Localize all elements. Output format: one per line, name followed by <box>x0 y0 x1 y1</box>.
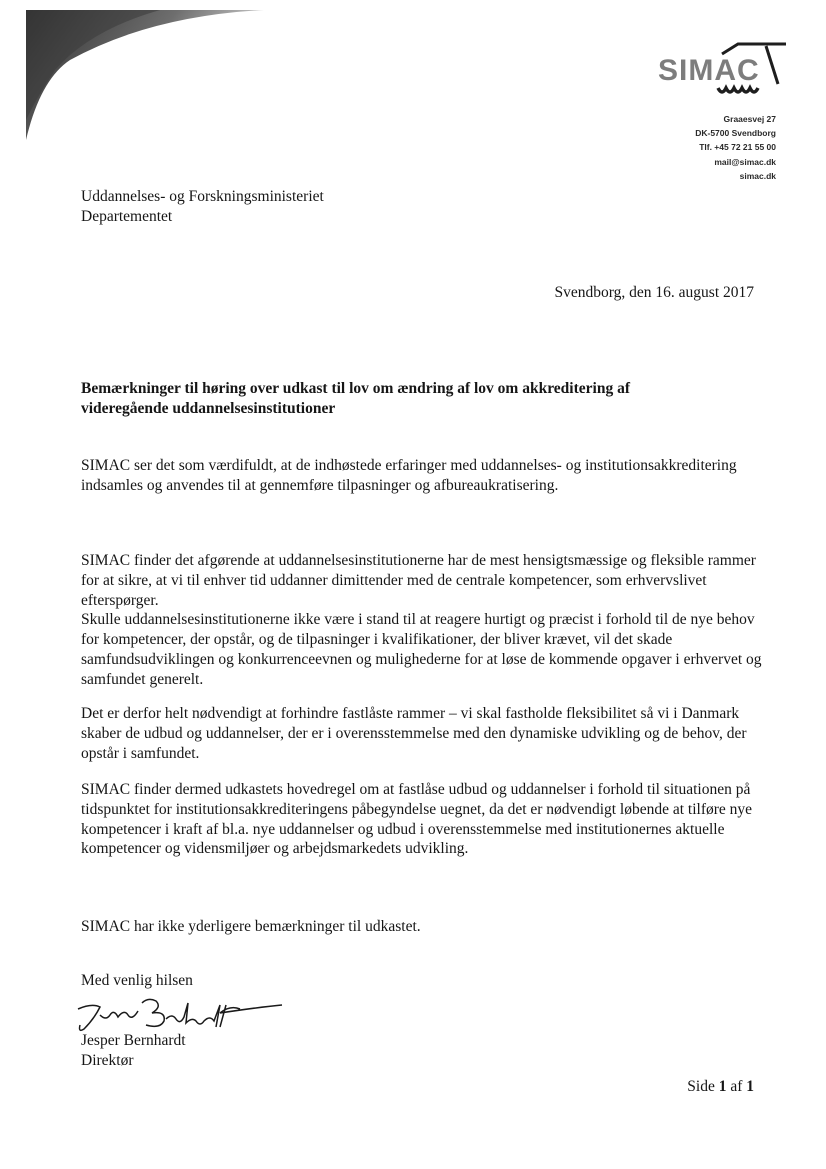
closing-salutation: Med venlig hilsen <box>81 972 193 989</box>
body-paragraph-4: SIMAC finder dermed udkastets hovedregel om at fastlåse udbud og uddannelser i forhold til situationen på tidspunktet for institutionsakkrediteringens påbegyndelse uegnet, da det er nødvendigt løbende at tilføre nye kompetencer i kraft af bl.a. nye uddannelser og udbud i overensstemmelse med institutionernes aktuelle kompetencer og vidensmiljøer og arbejdsmarkedets udvikling. <box>81 781 753 858</box>
page-separator: af <box>730 1078 743 1095</box>
sender-city: DK-5700 Svendborg <box>695 128 776 139</box>
sender-phone: Tlf. +45 72 21 55 00 <box>699 142 776 153</box>
body-paragraph-2b: Skulle uddannelsesinstitutionerne ikke være i stand til at reagere hurtigt og præcist i forhold til de nye behov for kompetencer, der opstår, og de tilpasninger i kvalifikationer, der bliver krævet, vil det skade samfundsudviklingen og konkurrenceevnen og mulighederne for at løse de kommende opgaver i erhvervet og samfundet generelt. <box>81 611 762 688</box>
signer-title: Direktør <box>81 1051 134 1069</box>
body-paragraph-1: SIMAC ser det som værdifuldt, at de indhøstede erfaringer med uddannelses- og institutionsakkreditering indsamles og anvendes til at gennemføre tilpasninger og afbureaukratisering. <box>81 457 737 494</box>
letter-subject: Bemærkninger til høring over udkast til lov om ændring af lov om akkreditering af videregående uddannelsesinstitutioner <box>81 380 630 417</box>
sender-address <box>695 112 776 183</box>
sender-email[interactable]: mail@simac.dk <box>714 156 776 167</box>
recipient-line-2: Departementet <box>81 208 173 225</box>
page-total: 1 <box>746 1078 754 1095</box>
body-paragraph-2a: SIMAC finder det afgørende at uddannelsesinstitutionerne har de mest hensigtsmæssige og fleksible rammer for at sikre, at vi til enhver tid uddanner dimittender med de centrale kompetencer, som erhvervslivet efterspørger. <box>81 552 756 609</box>
signer-name: Jesper Bernhardt <box>81 1032 186 1049</box>
page-indicator <box>687 1078 754 1096</box>
corner-swoosh-graphic <box>0 0 270 140</box>
signer-block <box>81 1031 186 1070</box>
sender-website[interactable]: simac.dk <box>739 170 776 181</box>
sender-street: Graaesvej 27 <box>723 114 776 124</box>
simac-logo <box>658 38 788 108</box>
body-paragraph-5: SIMAC har ikke yderligere bemærkninger til udkastet. <box>81 918 421 935</box>
recipient-address <box>81 187 324 227</box>
body-paragraph-3: Det er derfor helt nødvendigt at forhindre fastlåste rammer – vi skal fastholde fleksibilitet så vi i Danmark skaber de udbud og uddannelser, der er i overensstemmelse med den dynamiske udvikling og de behov, der opstår i samfundet. <box>81 705 747 762</box>
page-prefix: Side <box>687 1078 715 1095</box>
date-line: Svendborg, den 16. august 2017 <box>554 284 754 301</box>
svg-text:SIMAC: SIMAC <box>658 54 760 87</box>
page-current: 1 <box>718 1078 727 1095</box>
recipient-line-1: Uddannelses- og Forskningsministeriet <box>81 188 324 205</box>
body-paragraph-2 <box>81 551 771 690</box>
